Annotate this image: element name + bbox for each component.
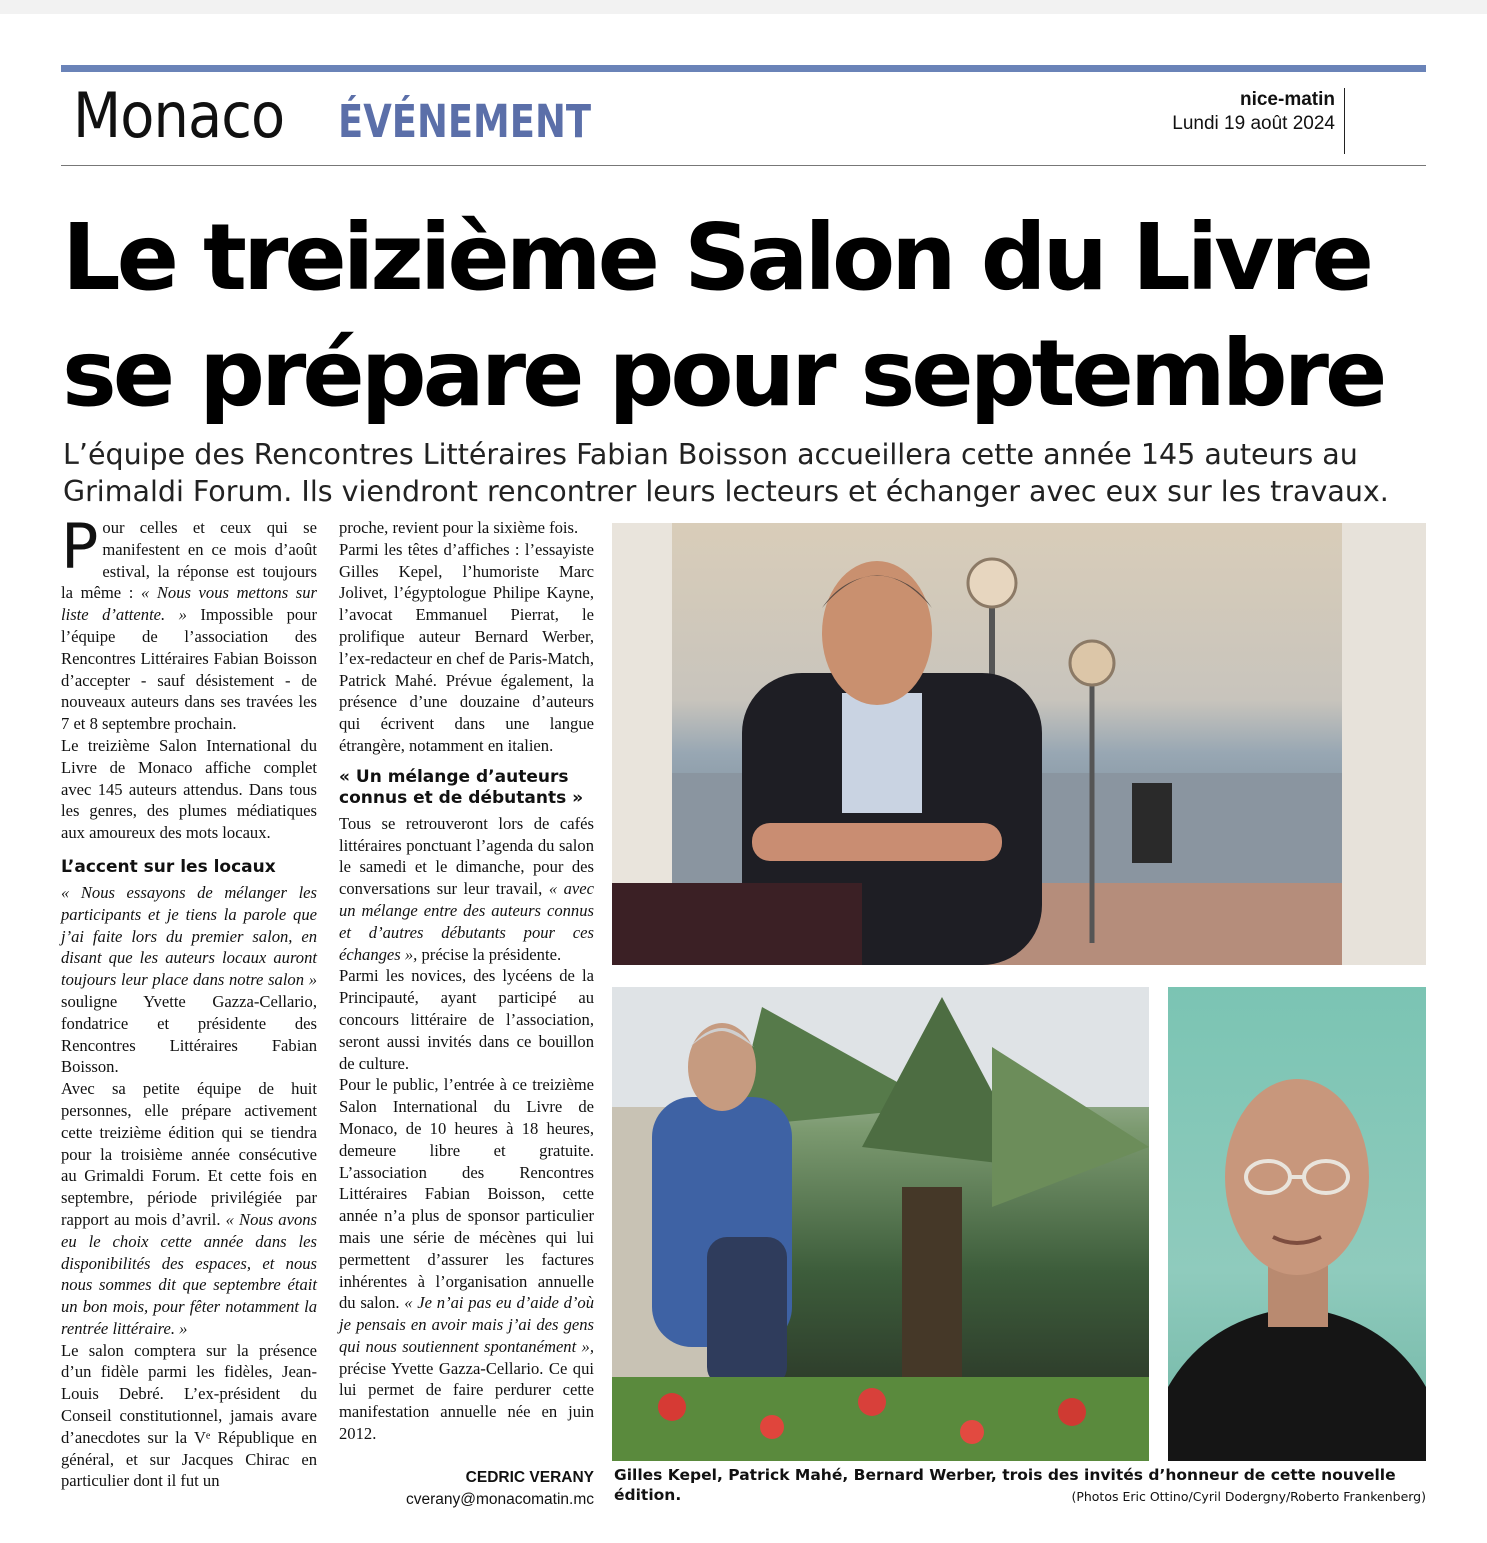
section-name: Monaco [73, 79, 285, 152]
photo-gilles-kepel [612, 523, 1426, 965]
subheading: L’accent sur les locaux [61, 856, 276, 877]
text: Avec sa petite équipe de huit personnes, elle prépare activement cette treizième édition qui se tiendra pour la troisième année consécutive au Grimaldi Forum. Et cette fois en septembre, période privilégiée par rapport au mois d’avril. [61, 1079, 317, 1229]
paragraph: Parmi les têtes d’affiches : l’essayiste Gilles Kepel, l’humoriste Marc Jolivet, l’égyptologue Philipe Kayne, l’avocat Emmanuel Pierrat, le prolifique auteur Bernard Werber, l’ex-redacteur en chef de Paris-Match, Patrick Mahé. Prévue également, la présence d’une douzaine d’auteurs qui écrivent dans une langue étrangère, notamment en italien. [339, 539, 594, 755]
lead-line-2: Grimaldi Forum. Ils viendront rencontrer leurs lecteurs et échanger avec eux sur les travaux. [63, 475, 1389, 508]
paragraph: Parmi les novices, des lycéens de la Principauté, ayant participé au concours littéraire de l’association, seront aussi invités dans ce bouillon de culture. [339, 966, 594, 1073]
text: Pour le public, l’entrée à ce treizième Salon International du Livre de Monaco, de 10 heures à 18 heures, demeure libre et gratuite. L’association des Rencontres Littéraires Fabian Boisson, cette année n’a plus de sponsor particulier mais une série de mécènes qui lui permettent d’assurer les factures inhérentes à l’organisation annuelle du salon. [339, 1075, 594, 1313]
photo-illustration [612, 523, 1426, 965]
paragraph [61, 1078, 317, 1340]
byline [339, 1467, 594, 1511]
newspaper-page [0, 14, 1487, 1543]
text: Impossible pour l’équipe de l’association des Rencontres Littéraires Fabian Boisson d’accepter - sauf désistement - de nouveaux auteurs dans ses travées les 7 et 8 septembre prochain. [61, 605, 317, 734]
quote: « Nous essayons de mélanger les participants et je tiens la parole que j’ai faite lors du premier salon, en disant que les auteurs locaux auront toujours leur place dans notre salon » [61, 882, 317, 990]
quote: « avec un mélange entre des auteurs connus et d’autres débutants pour ces échanges », [339, 879, 594, 964]
paragraph: proche, revient pour la sixième fois. [339, 518, 579, 537]
title-line-2: se prépare pour septembre [62, 320, 1384, 427]
masthead-info [1172, 88, 1335, 136]
text: our celles et ceux qui se manifestent en ce mois d’août estival, la réponse est toujours la même : [61, 518, 317, 603]
header-divider [1344, 88, 1345, 154]
photo-patrick-mahe [612, 987, 1149, 1461]
paragraph [61, 510, 318, 735]
article-title [62, 200, 1442, 432]
author-email: cverany@monacomatin.mc [405, 1491, 594, 1508]
article-lead [63, 436, 1443, 510]
text-column-1 [61, 510, 318, 1492]
paragraph [339, 1074, 594, 1445]
top-accent-bar [61, 65, 1426, 72]
text: précise Yvette Gazza-Cellario. Ce qui lui permet de faire perdurer cette manifestation annuelle née en juin 2012. [339, 1358, 594, 1444]
text: Tous se retrouveront lors de cafés littéraires ponctuant l’agenda du salon le samedi et le dimanche, pour des conversations sur leur travail, [339, 813, 594, 899]
rubric-label: ÉVÉNEMENT [338, 95, 592, 148]
photo-illustration [612, 987, 1149, 1461]
photo-illustration [1168, 987, 1426, 1461]
paragraph [61, 882, 317, 1078]
lead-line-1: L’équipe des Rencontres Littéraires Fabian Boisson accueillera cette année 145 auteurs au [63, 438, 1358, 471]
paragraph: Le salon comptera sur la présence d’un fidèle parmi les fidèles, Jean-Louis Debré. L’ex-président du Conseil constitutionnel, jamais avare d’anecdotes sur la Vᵉ République en général, et sur Jacques Chirac en particulier dont il fut un [61, 1340, 317, 1491]
quote: « Nous avons eu le choix cette année dans les disponibilités des espaces, et nous nous sommes dit que septembre était un bon mois, pour fêter notamment la rentrée littéraire. » [61, 1209, 317, 1338]
drop-cap: P [61, 510, 99, 583]
quote: « Nous vous mettons sur liste d’attente. » [61, 583, 318, 625]
paragraph [339, 813, 594, 966]
header-rule [61, 165, 1426, 166]
quote: « Je n’ai pas eu d’aide d’où je pensais en avoir mais j’ai des gens qui nous soutiennent spontanément », [339, 1293, 594, 1356]
text: précise la présidente. [417, 944, 562, 964]
photo-caption: Gilles Kepel, Patrick Mahé, Bernard Werber, trois des invités d’honneur de cette nouvelle édition. [614, 1466, 1396, 1504]
paper-name: nice-matin [1239, 89, 1335, 110]
photo-credit: (Photos Eric Ottino/Cyril Dodergny/Roberto Frankenberg) [1071, 1489, 1426, 1504]
text-column-2 [339, 517, 594, 1445]
intertitle: « Un mélange d’auteurs connus et de débutants » [339, 766, 584, 808]
paragraph: Le treizième Salon International du Livre de Monaco affiche complet avec 145 auteurs attendus. Dans tous les genres, des plumes médiatiques aux amoureux des mots locaux. [61, 735, 317, 843]
issue-date: Lundi 19 août 2024 [1172, 113, 1335, 134]
author-name: CEDRIC VERANY [465, 1469, 594, 1486]
photo-bernard-werber [1168, 987, 1426, 1461]
title-line-1: Le treizième Salon du Livre [62, 204, 1370, 311]
text: souligne Yvette Gazza-Cellario, fondatrice et présidente des Rencontres Littéraires Fabian Boisson. [61, 991, 317, 1077]
